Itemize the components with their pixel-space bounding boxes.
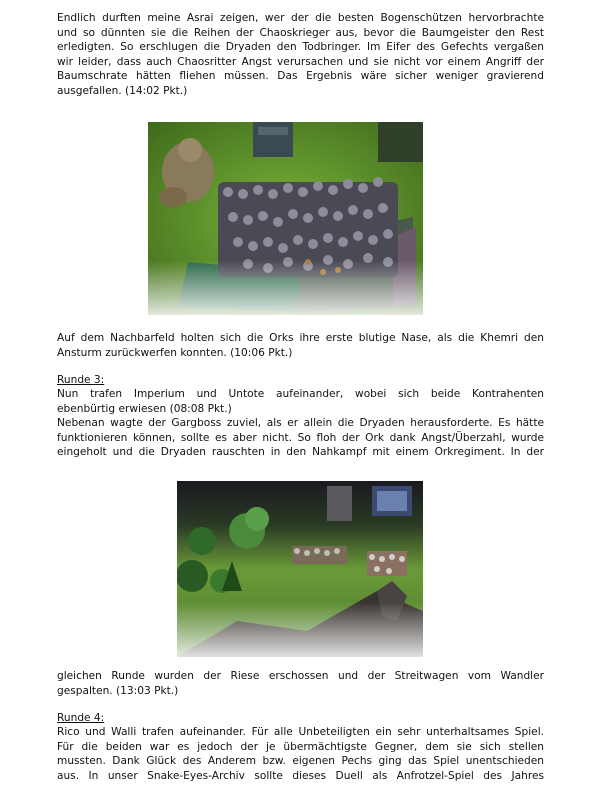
text-line: Baumschrate hätten fliehen müssen. Das Ergebnis wäre sicher weniger gravierend [57,70,544,82]
text-line: gleichen Runde wurden der Riese erschossen und der Streitwagen vom Wandler [57,670,544,682]
text-line: funktionieren können, sollte es aber nicht. So floh der Ork dank Angst/Überzahl, wurde [57,431,544,444]
text-line: wir leider, dass auch Chaosritter Angst verursachen und sie nicht vor einem Angriff der [57,55,544,68]
photo-fade [148,260,423,315]
text-line: gespalten. (13:03 Pkt.) [57,684,179,697]
text-line: mussten. Dank Glück des Anderem bzw. eigenen Pechs ging das Spiel unentschieden [57,755,544,767]
paragraph-giant [57,669,544,698]
text-line: und so dünnten sie die Reihen der Chaoskrieger aus, bevor die Baumgeister den Rest [57,26,544,39]
text-line: Auf dem Nachbarfeld holten sich die Orks ihre erste blutige Nase, als die Khemri den [57,332,544,344]
paragraph-asrai [57,11,544,98]
battle-photo-trees [177,481,423,657]
paragraph-round-4 [57,725,544,783]
text-line: Ansturm zurückwerfen konnten. (10:06 Pkt.) [57,346,293,359]
text-line: aus. In unser Snake-Eyes-Archiv sollte dieses Duell als Anfrotzel-Spiel des Jahres [57,769,544,782]
text-line: erledigten. So erschlugen die Dryaden den Todbringer. Im Eifer des Gefechts vergaßen [57,41,544,53]
text-line: Rico und Walli trafen aufeinander. Für alle Unbeteiligten ein sehr unterhaltsames Spiel. [57,726,544,738]
paragraph-orks [57,331,544,360]
text-line: Für die beiden war es jedoch der je übermächtigste Gegner, dem sie sich stellen [57,740,544,753]
paragraph-round-3 [57,387,544,460]
text-line: Nun trafen Imperium und Untote aufeinander, wobei sich beide Kontrahenten [57,388,544,400]
text-line: ausgefallen. (14:02 Pkt.) [57,84,188,97]
text-line: eingeholt und die Dryaden rauschten in den Nahkampf mit einem Orkregiment. In der [57,446,544,458]
battle-photo-chaos-warriors [148,122,423,315]
text-line: Nebenan wagte der Gargboss zuviel, als er allein die Dryaden herausforderte. Es hätte [57,417,544,429]
photo-fade [177,602,423,657]
text-line: Endlich durften meine Asrai zeigen, wer der die besten Bogenschützen hervorbrachte [57,12,544,24]
round-4-heading: Runde 4: [57,712,105,724]
round-3-heading: Runde 3: [57,374,105,386]
text-line: ebenbürtig erwiesen (08:08 Pkt.) [57,402,232,415]
